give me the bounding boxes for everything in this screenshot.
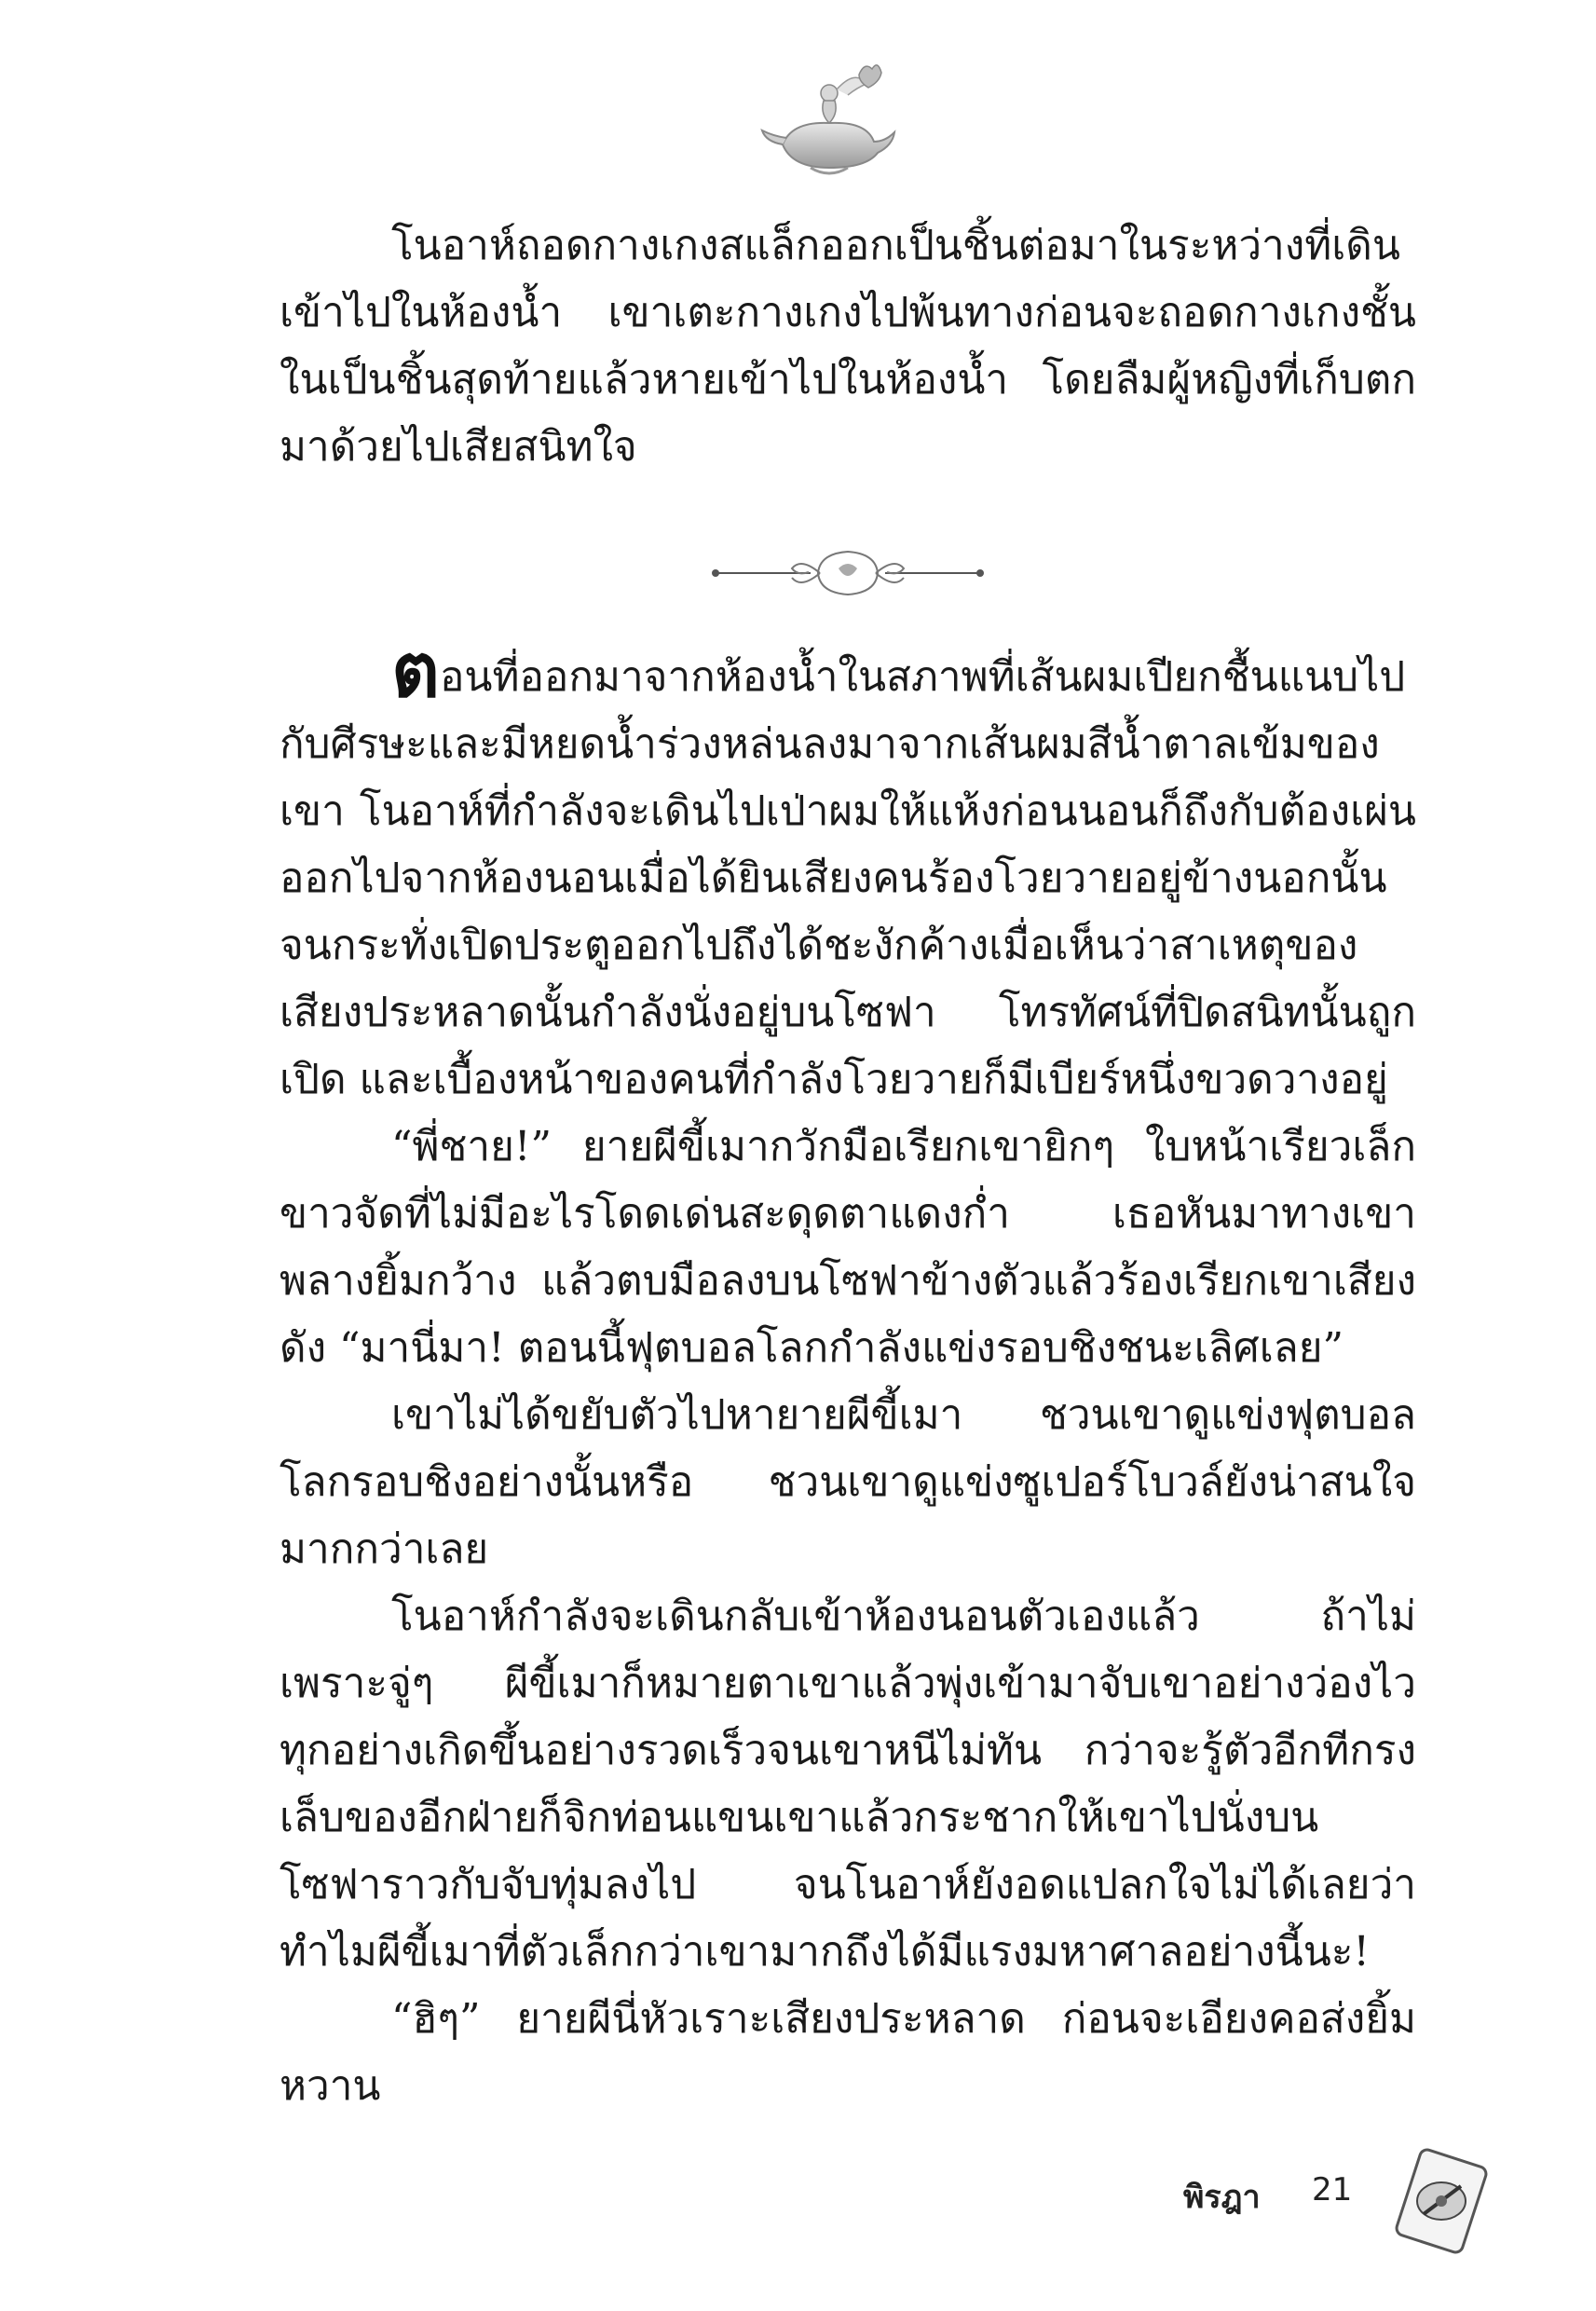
main-text-block [280, 627, 1416, 2120]
genie-lamp-icon [755, 56, 904, 186]
book-title: พิรฎา [1183, 2179, 1261, 2216]
ornament-divider-icon [708, 540, 988, 606]
page-footer [1146, 2143, 1519, 2255]
page-number: 21 [1312, 2171, 1353, 2208]
paragraph: “พี่ชาย!” ยายผีขี้เมากวักมือเรียกเขายิกๆ ใบหน้าเรียวเล็กขาวจัดที่ไม่มีอะไรโดดเด่นสะดุดตาแดงก่ำ เธอหันมาทางเขาพลางยิ้มกว้าง แล้วตบมือลงบนโซฟาข้างตัวแล้วร้องเรียกเขาเสียงดัง “มานี่มา! ตอนนี้ฟุตบอลโลกกำลังแข่งรอบชิงชนะเลิศเลย” [280, 1123, 1416, 1372]
drop-cap: ต [391, 627, 440, 714]
paragraph: โนอาห์กำลังจะเดินกลับเข้าห้องนอนตัวเองแล้ว ถ้าไม่เพราะจู่ๆ ผีขี้เมาก็หมายตาเขาแล้วพุ่งเข้ามาจับเขาอย่างว่องไว ทุกอย่างเกิดขึ้นอย่างรวดเร็วจนเขาหนีไม่ทัน กว่าจะรู้ตัวอีกทีกรงเล็บของอีกฝ่ายก็จิกท่อนแขนเขาแล้วกระชากให้เขาไปนั่งบนโซฟาราวกับจับทุ่มลงไป จนโนอาห์ยังอดแปลกใจไม่ได้เลยว่าทำไมผีขี้เมาที่ตัวเล็กกว่าเขามากถึงได้มีแรงมหาศาลอย่างนี้นะ! [280, 1593, 1416, 1976]
paragraph: เขาไม่ได้ขยับตัวไปหายายผีขี้เมา ชวนเขาดูแข่งฟุตบอลโลกรอบชิงอย่างนั้นหรือ ชวนเขาดูแข่งซูเปอร์โบวล์ยังน่าสนใจมากกว่าเลย [280, 1391, 1416, 1573]
paragraph-with-drop-cap [280, 627, 1416, 1114]
opening-text-block [280, 212, 1416, 481]
paragraph: “ฮิๆ” ยายผีนี่หัวเราะเสียงประหลาด ก่อนจะเอียงคอส่งยิ้มหวาน [280, 1995, 1416, 2110]
playing-card-icon [1379, 2143, 1500, 2255]
paragraph: โนอาห์ถอดกางเกงสแล็กออกเป็นชิ้นต่อมาในระหว่างที่เดินเข้าไปในห้องน้ำ เขาเตะกางเกงไปพ้นทางก่อนจะถอดกางเกงชั้นในเป็นชิ้นสุดท้ายแล้วหายเข้าไปในห้องน้ำ โดยลืมผู้หญิงที่เก็บตกมาด้วยไปเสียสนิทใจ [280, 222, 1416, 471]
paragraph-rest: อนที่ออกมาจากห้องน้ำในสภาพที่เส้นผมเปียกชื้นแนบไปกับศีรษะและมีหยดน้ำร่วงหล่นลงมาจากเส้นผมสีน้ำตาลเข้มของเขา โนอาห์ที่กำลังจะเดินไปเป่าผมให้แห้งก่อนนอนก็ถึงกับต้องเผ่นออกไปจากห้องนอนเมื่อได้ยินเสียงคนร้องโวยวายอยู่ข้างนอกนั้น จนกระทั่งเปิดประตูออกไปถึงได้ชะงักค้างเมื่อเห็นว่าสาเหตุของเสียงประหลาดนั้นกำลังนั่งอยู่บนโซฟา โทรทัศน์ที่ปิดสนิทนั้นถูกเปิด และเบื้องหน้าของคนที่กำลังโวยวายก็มีเบียร์หนึ่งขวดวางอยู่ [280, 653, 1416, 1103]
